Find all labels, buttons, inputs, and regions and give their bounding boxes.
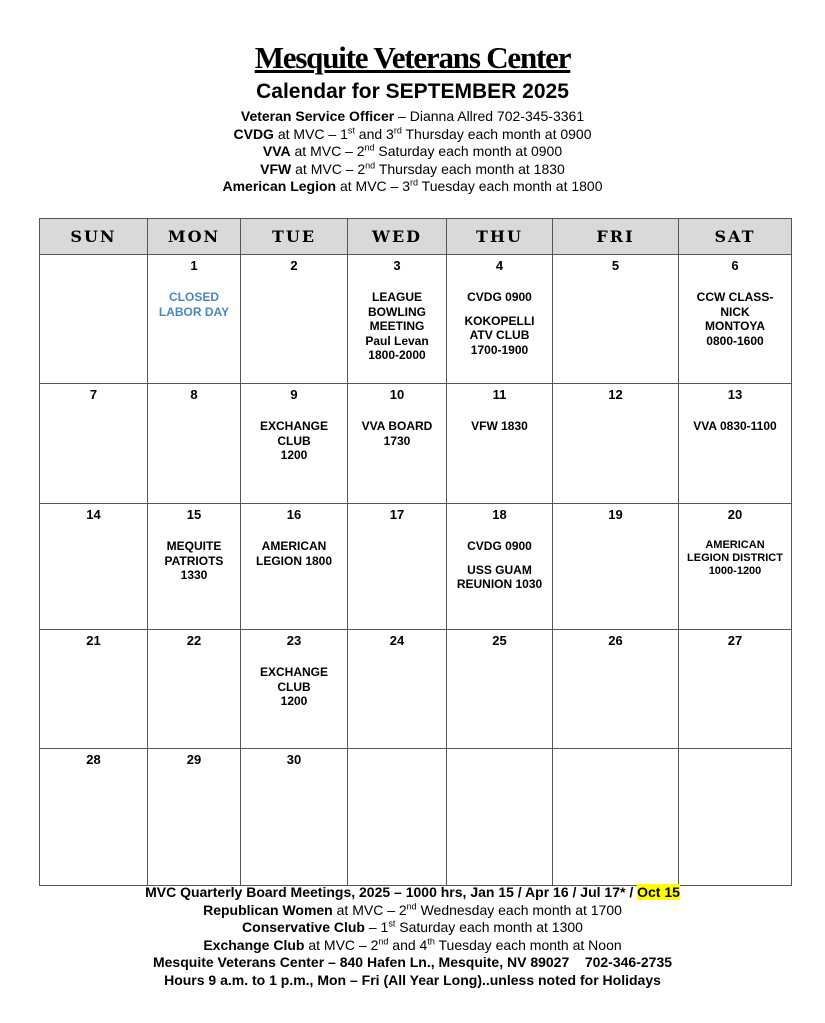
info-vva: VVA at MVC – 2nd Saturday each month at 0900 <box>262 142 563 159</box>
day-number: 13 <box>727 387 743 402</box>
calendar-event <box>679 539 791 578</box>
calendar-event <box>447 290 552 305</box>
page-title: Mesquite Veterans Center <box>254 40 571 75</box>
calendar-event <box>348 290 446 363</box>
calendar-day-cell <box>40 255 148 384</box>
calendar-day-cell <box>148 504 241 630</box>
calendar-day-cell <box>447 384 553 504</box>
day-number: 26 <box>608 633 623 648</box>
calendar-day-cell <box>348 630 447 749</box>
calendar-day-cell <box>40 504 148 630</box>
event-text: BOWLING <box>368 304 426 319</box>
calendar-day-cell <box>148 384 241 504</box>
day-number: 28 <box>86 752 101 767</box>
highlighted-date: Oct 15 <box>637 884 680 900</box>
calendar-event <box>679 290 791 348</box>
event-text: AMERICAN <box>705 539 765 551</box>
calendar-week-row <box>40 384 792 504</box>
day-number: 12 <box>608 387 623 402</box>
event-text: CLUB <box>277 433 311 448</box>
weekday-header: SUN <box>40 219 148 255</box>
calendar-event <box>447 419 552 434</box>
calendar-week-row <box>40 255 792 384</box>
weekday-header: SAT <box>679 219 792 255</box>
event-text: 0800-1600 <box>706 333 764 348</box>
calendar-event <box>241 665 347 709</box>
event-text: CCW CLASS- <box>696 290 774 304</box>
day-number: 4 <box>495 258 504 273</box>
calendar-day-cell <box>679 255 792 384</box>
footer-info <box>0 884 825 989</box>
event-text: USS GUAM <box>467 562 532 577</box>
calendar-event <box>447 563 552 592</box>
event-text: LABOR DAY <box>158 304 230 319</box>
calendar-day-cell <box>679 384 792 504</box>
event-text: LEGION 1800 <box>255 553 333 568</box>
day-number: 7 <box>89 387 98 402</box>
calendar-day-cell <box>348 749 447 886</box>
event-text: MEQUITE <box>166 539 222 553</box>
calendar-subtitle: Calendar for SEPTEMBER 2025 <box>256 80 569 103</box>
weekday-header: WED <box>348 219 447 255</box>
day-number: 23 <box>286 633 302 648</box>
calendar-day-cell <box>241 384 348 504</box>
event-text: CVDG 0900 <box>467 539 532 553</box>
day-number: 11 <box>492 387 507 402</box>
calendar-day-cell <box>148 749 241 886</box>
day-number: 18 <box>492 507 507 522</box>
calendar-day-cell <box>348 504 447 630</box>
calendar-day-cell <box>148 630 241 749</box>
weekday-header-row <box>40 219 792 255</box>
day-number: 5 <box>611 258 620 273</box>
footer-address: Mesquite Veterans Center – 840 Hafen Ln., Mesquite, NV 89027 702-346-2735 <box>152 954 673 970</box>
day-number: 19 <box>608 507 623 522</box>
day-number: 15 <box>186 507 202 522</box>
event-text: 1200 <box>280 448 308 462</box>
day-number: 16 <box>286 507 302 522</box>
footer-conservative: Conservative Club – 1st Saturday each month at 1300 <box>242 918 583 935</box>
day-number: 14 <box>86 507 101 522</box>
day-number: 29 <box>186 752 202 767</box>
day-number: 2 <box>290 258 298 273</box>
calendar-day-cell <box>40 384 148 504</box>
info-legion: American Legion at MVC – 3rd Tuesday each month at 1800 <box>222 177 603 194</box>
event-text: MONTOYA <box>704 319 765 333</box>
calendar-day-cell <box>679 504 792 630</box>
footer-republican: Republican Women at MVC – 2nd Wednesday each month at 1700 <box>203 900 622 918</box>
event-text: 1730 <box>383 433 411 448</box>
info-vfw: VFW at MVC – 2nd Thursday each month at 1830 <box>260 159 565 177</box>
calendar-day-cell <box>553 384 679 504</box>
event-text: AMERICAN <box>261 539 327 553</box>
footer-hours: Hours 9 a.m. to 1 p.m., Mon – Fri (All Year Long)..unless noted for Holidays <box>164 971 661 988</box>
day-number: 21 <box>86 633 101 648</box>
event-text: VFW 1830 <box>471 419 528 433</box>
calendar-week-row <box>40 504 792 630</box>
calendar-day-cell <box>447 749 553 886</box>
day-number: 30 <box>286 752 302 767</box>
calendar-day-cell <box>241 749 348 886</box>
calendar-day-cell <box>241 255 348 384</box>
calendar-event <box>241 419 347 463</box>
calendar-day-cell <box>447 630 553 749</box>
day-number: 6 <box>731 258 739 273</box>
calendar-event <box>241 539 347 568</box>
calendar-day-cell <box>40 749 148 886</box>
event-text: LEAGUE <box>371 290 422 304</box>
calendar-day-cell <box>553 504 679 630</box>
day-number: 22 <box>186 633 202 648</box>
calendar-day-cell <box>348 255 447 384</box>
calendar-day-cell <box>553 749 679 886</box>
event-text: NICK <box>720 304 750 319</box>
day-number: 1 <box>190 258 198 273</box>
calendar-day-cell <box>241 630 348 749</box>
event-text: REUNION 1030 <box>456 577 543 591</box>
info-vso: Veteran Service Officer – Dianna Allred 702-345-3361 <box>240 108 585 124</box>
weekday-header: THU <box>447 219 553 255</box>
event-text: 1000-1200 <box>708 565 762 577</box>
day-number: 20 <box>727 507 743 522</box>
event-text: Paul Levan <box>365 333 429 348</box>
day-number: 25 <box>492 633 507 648</box>
event-text: VVA BOARD <box>361 419 433 433</box>
calendar-grid <box>39 218 792 886</box>
calendar-event <box>348 419 446 448</box>
day-number: 9 <box>290 387 298 402</box>
event-text: EXCHANGE <box>259 419 328 433</box>
event-text: KOKOPELLI <box>464 313 535 328</box>
calendar-day-cell <box>348 384 447 504</box>
weekday-header: TUE <box>241 219 348 255</box>
event-text: 1800-2000 <box>368 348 426 362</box>
weekday-header: MON <box>148 219 241 255</box>
day-number: 8 <box>190 387 198 402</box>
calendar-day-cell <box>553 630 679 749</box>
calendar-day-cell <box>148 255 241 384</box>
calendar-event <box>679 419 791 434</box>
calendar-day-cell <box>40 630 148 749</box>
calendar-day-cell <box>241 504 348 630</box>
info-cvdg: CVDG at MVC – 1st and 3rd Thursday each month at 0900 <box>233 124 592 142</box>
day-number: 3 <box>393 258 401 273</box>
event-text: CVDG 0900 <box>467 290 532 304</box>
event-text: VVA 0830-1100 <box>693 419 777 433</box>
day-number: 27 <box>727 633 743 648</box>
event-text: CLOSED <box>168 290 219 304</box>
calendar-day-cell <box>553 255 679 384</box>
calendar-event <box>148 539 240 583</box>
event-text: EXCHANGE <box>259 665 328 679</box>
calendar-day-cell <box>447 504 553 630</box>
footer-board: MVC Quarterly Board Meetings, 2025 – 1000 hrs, Jan 15 / Apr 16 / Jul 17* / Oct 15 <box>145 884 680 900</box>
calendar-week-row <box>40 630 792 749</box>
event-text: LEGION DISTRICT <box>687 552 783 564</box>
info-block <box>0 108 825 196</box>
weekday-header: FRI <box>553 219 679 255</box>
event-text: PATRIOTS <box>164 553 224 568</box>
calendar-event <box>447 539 552 554</box>
footer-exchange: Exchange Club at MVC – 2nd and 4th Tuesday each month at Noon <box>203 935 622 953</box>
calendar-day-cell <box>447 255 553 384</box>
day-number: 17 <box>389 507 405 522</box>
calendar-event <box>447 314 552 358</box>
event-text: 1330 <box>180 568 208 582</box>
calendar-week-row <box>40 749 792 886</box>
calendar-event <box>148 290 240 319</box>
day-number: 24 <box>389 633 405 648</box>
calendar-day-cell <box>679 749 792 886</box>
event-text: CLUB <box>277 679 311 694</box>
event-text: 1700-1900 <box>470 342 529 357</box>
day-number: 10 <box>389 387 405 402</box>
calendar-day-cell <box>679 630 792 749</box>
event-text: ATV CLUB <box>469 328 530 342</box>
event-text: 1200 <box>280 694 308 708</box>
event-text: MEETING <box>369 319 425 333</box>
